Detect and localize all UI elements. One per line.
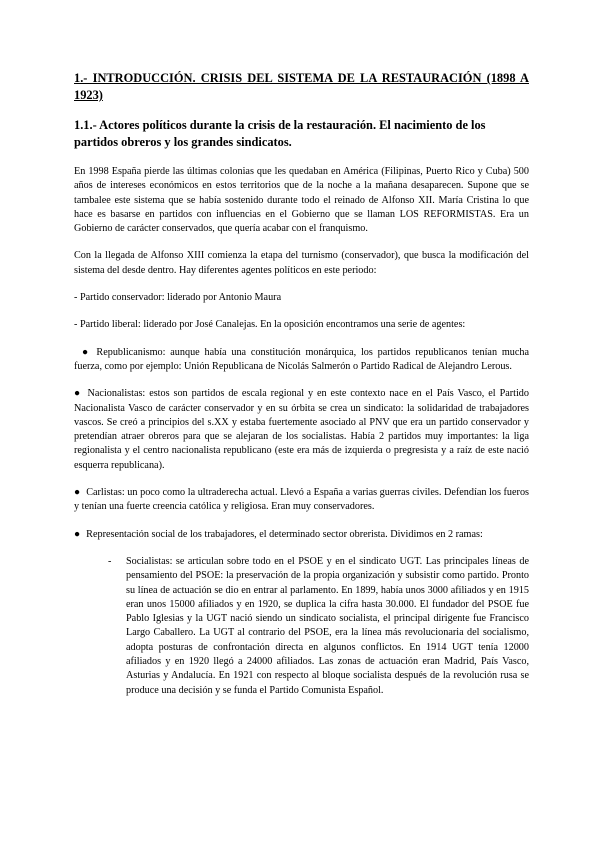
bullet-icon: ● <box>74 388 82 400</box>
bullet-icon: ● <box>74 487 81 499</box>
paragraph-intro: En 1998 España pierde las últimas colonias que les quedaban en América (Filipinas, Puerto Rico y Cuba) 500 años de intereses económicos en estos territorios que de la noche a la mañana desaparecen. Supone que se tambalee este sistema que se había sostenido durante todo el reinado de Alfonso XII. María Cristina lo que hace es basarse en partidos con influencias en el Gobierno que se llaman LOS REFORMISTAS. Era un Gobierno de carácter conservados, que quería acabar con el franquismo. <box>74 166 529 235</box>
bullet-icon: ● <box>74 528 81 540</box>
bullet-carlistas: ● Carlistas: un poco como la ultraderecha actual. Llevó a España a varias guerras civiles. Defendían los fueros y tenían una fuerte creencia católica y religiosa. Eran muy conservadores. <box>74 487 529 513</box>
paragraph-alfonso: Con la llegada de Alfonso XIII comienza la etapa del turnismo (conservador), que busca la modificación del sistema del desde dentro. Hay diferentes agentes políticos en este periodo: <box>74 250 529 276</box>
bullet-representacion: ● Representación social de los trabajadores, el determinado sector obrerista. Dividimos en 2 ramas: <box>74 528 483 540</box>
bullet-republicanismo: ● Republicanismo: aunque había una constitución monárquica, los partidos republicanos tenían mucha fuerza, como por ejemplo: Unión Republicana de Nicolás Salmerón o Partido Radical de Alejandro Lerous. <box>74 346 530 372</box>
dash-list <box>74 555 529 698</box>
paragraph-liberal: - Partido liberal: liderado por José Canalejas. En la oposición encontramos una serie de agentes: <box>74 319 466 331</box>
dash-marker: - <box>108 555 112 567</box>
document-page <box>74 70 529 711</box>
bullet-icon: ● <box>82 346 91 358</box>
bullet-nacionalistas: ● Nacionalistas: estos son partidos de escala regional y en este contexto nace en el País Vasco, el Partido Nacionalista Vasco de carácter conservador y en su órbita se crea un sindicato: la solidaridad de trabajadores vascos. Se creó a principios del s.XX y estaba fuertemente asociado al PNV que era un partido conservador y pretendían atraer obreros para que se alejaran de los socialistas. Había 2 partidos muy importantes: la liga regionalista y el centro nacionalista republicano (este era más de izquierda o pregresista y a raíz de este nació esquerra republicana). <box>74 388 529 471</box>
paragraph-conservador: - Partido conservador: liderado por Antonio Maura <box>74 292 282 304</box>
socialistas-text: Socialistas: se articulan sobre todo en el PSOE y en el sindicato UGT. Las principales líneas de pensamiento del PSOE: la preservación de la propia organización y subsistir como partido. Pronto su línea de actuación se dio en entrar al parlamento. En 1899, había unos 3000 afiliados y en 1915 eran unos 15000 afiliados y en 1920, se duplica la cifra hasta 30.000. El fundador del PSOE fue Pablo Iglesias y la UGT nació siendo un sindicato socialista, el principal dirigente fue Francisco Largo Caballero. La UGT al contrario del PSOE, era la línea más revolucionaria del socialismo, adopta posturas de confrontación directa en algunos conflictos. En 1914 UGT tenía 12000 afiliados y en 1920 llegó a 24000 afiliados. Las zonas de actuación eran Madrid, País Vasco, Asturias y Andalucía. En 1921 con respecto al bloque socialista después de la revolución rusa se produce una decisión y se funda el Partido Comunista Español. <box>126 555 529 696</box>
subsection-heading: 1.1.- Actores políticos durante la crisis de la restauración. El nacimiento de los partidos obreros y los grandes sindicatos. <box>74 118 486 149</box>
list-item-socialistas <box>108 555 529 698</box>
section-heading: 1.- INTRODUCCIÓN. CRISIS DEL SISTEMA DE LA RESTAURACIÓN (1898 A 1923) <box>74 71 529 102</box>
